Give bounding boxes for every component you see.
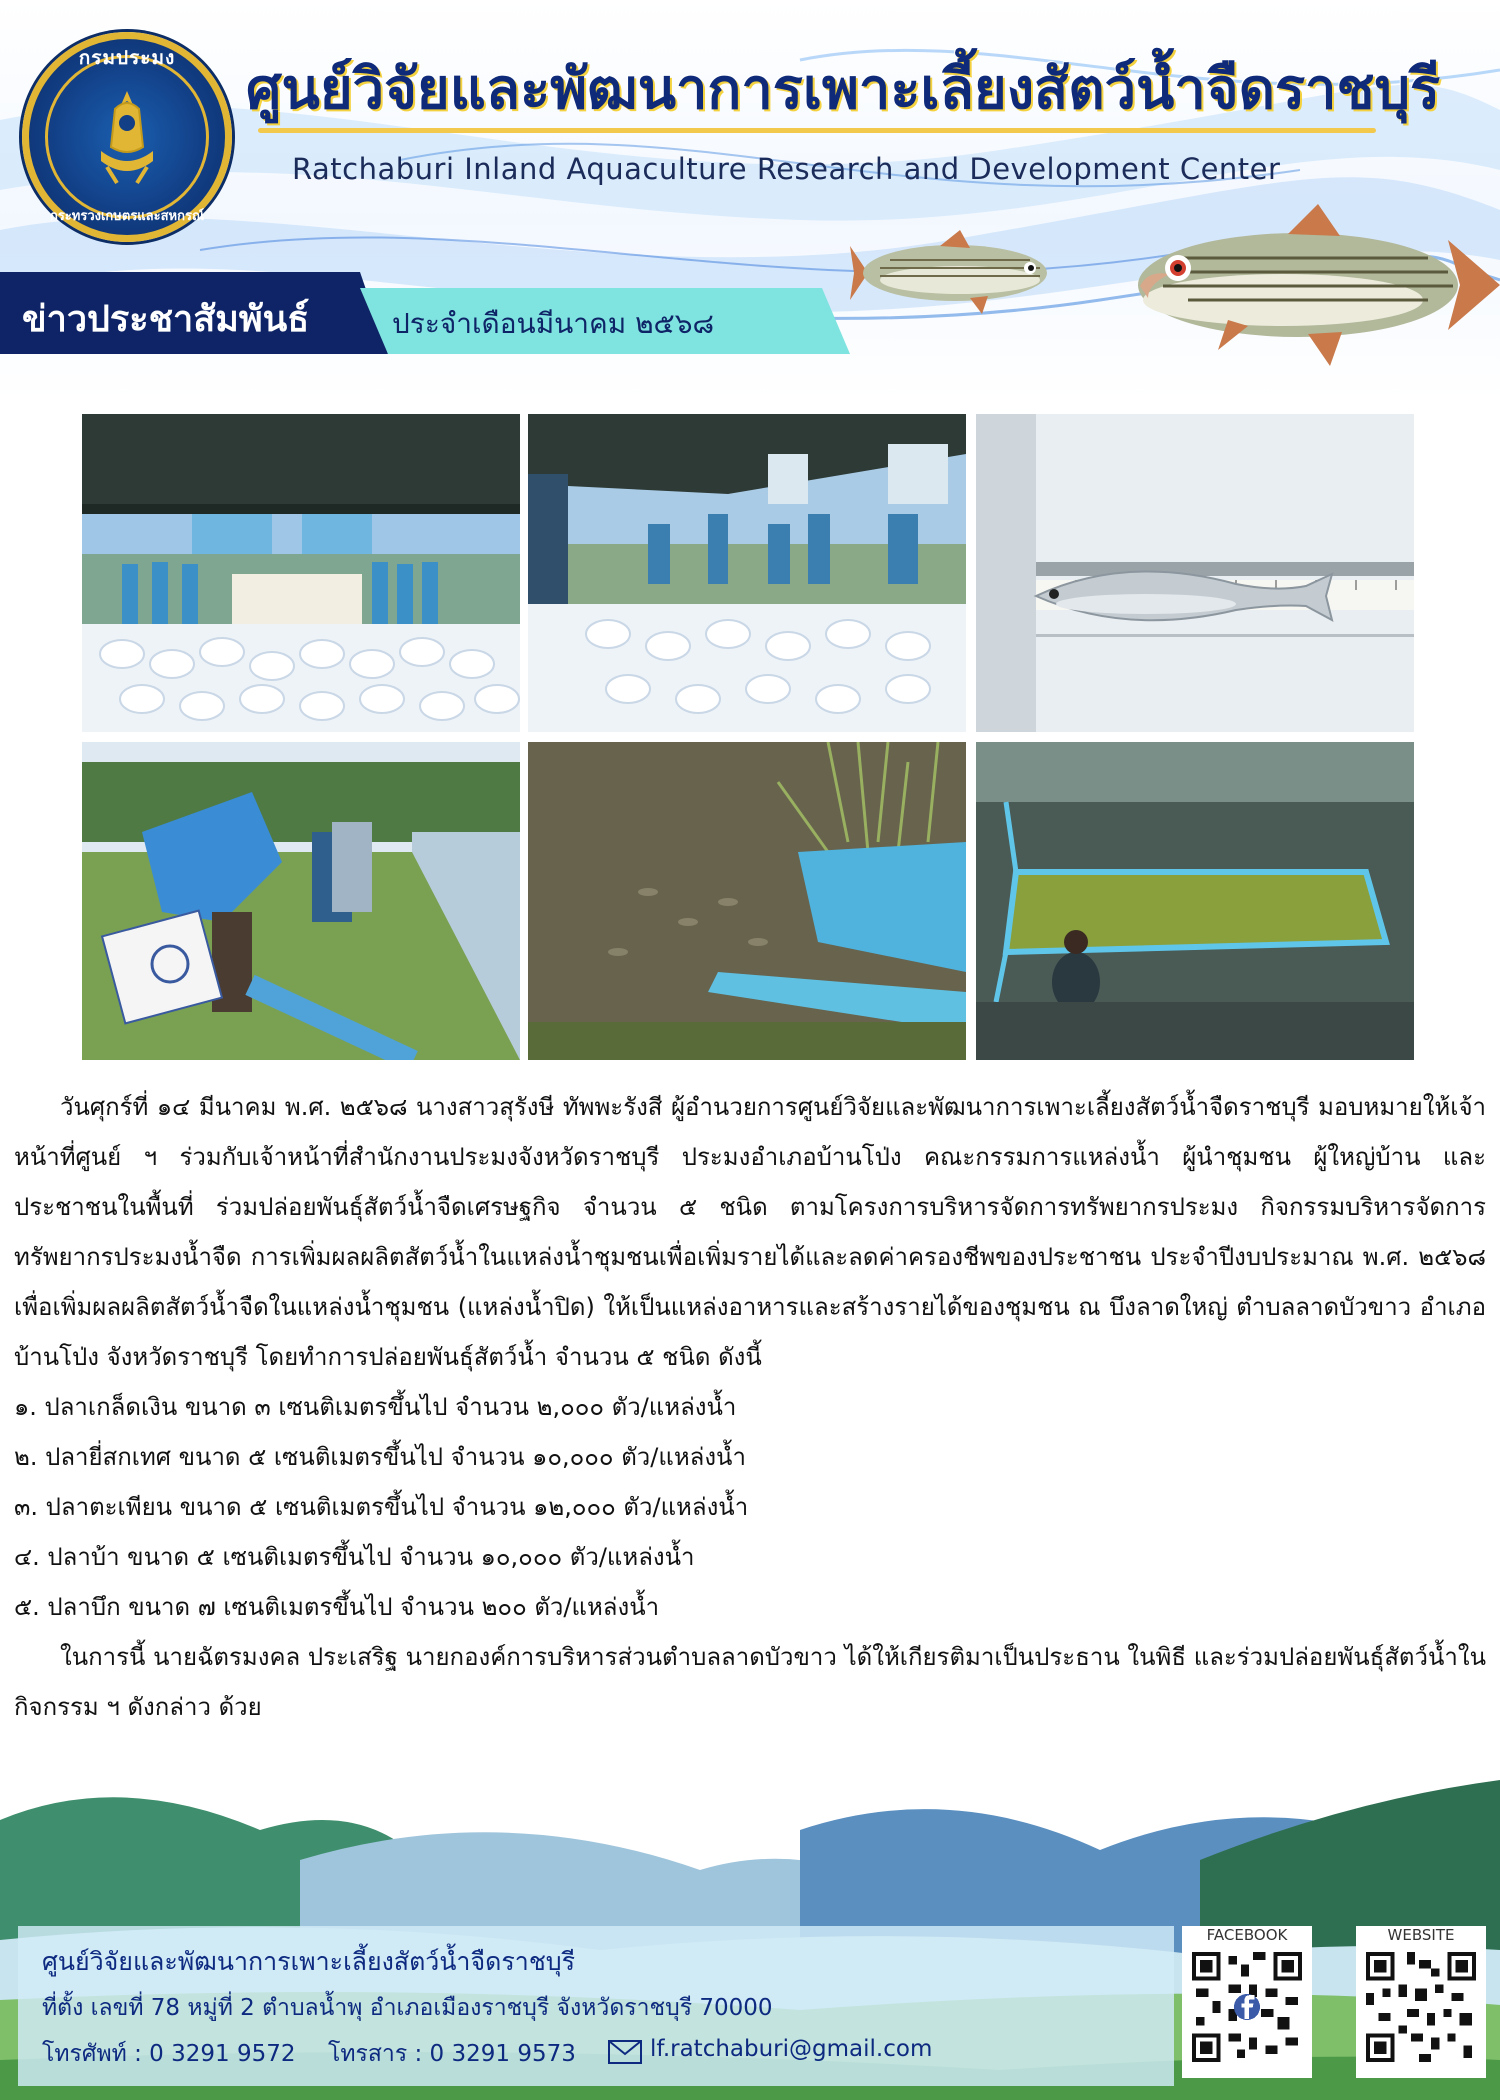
fish-list-item: ๓. ปลาตะเพียน ขนาด ๕ เซนติเมตรขึ้นไป จำนวน ๑๒,๐๐๐ ตัว/แหล่งน้ำ bbox=[14, 1493, 749, 1521]
emblem-icon bbox=[87, 87, 167, 187]
footer-email[interactable]: lf.ratchaburi@gmail.com bbox=[650, 2036, 933, 2062]
fish-list-item: ๑. ปลาเกล็ดเงิน ขนาด ๓ เซนติเมตรขึ้นไป จำนวน ๒,๐๐๐ ตัว/แหล่งน้ำ bbox=[14, 1393, 737, 1421]
footer-fax: โทรสาร : 0 3291 9573 bbox=[328, 2041, 576, 2067]
department-logo bbox=[22, 32, 232, 242]
photo-staff-sorting-bags bbox=[528, 414, 966, 732]
month-label: ประจำเดือนมีนาคม ๒๕๖๘ bbox=[392, 307, 715, 340]
footer-phone: โทรศัพท์ : 0 3291 9572 bbox=[42, 2041, 296, 2067]
photo-releasing-fish-pipe bbox=[82, 742, 520, 1060]
photo-pond-net-cage bbox=[976, 742, 1414, 1060]
facebook-qr-code-icon[interactable] bbox=[1188, 1948, 1306, 2066]
header bbox=[0, 0, 1500, 400]
title-underline bbox=[258, 128, 1376, 133]
website-qr-code-icon[interactable] bbox=[1362, 1948, 1480, 2066]
website-qr-block[interactable] bbox=[1356, 1926, 1486, 2078]
fish-list-item: ๕. ปลาบึก ขนาด ๗ เซนติเมตรขึ้นไป จำนวน ๒๐๐ ตัว/แหล่งน้ำ bbox=[14, 1593, 660, 1621]
photo-group-with-fish-bags bbox=[82, 414, 520, 732]
small-fish-illustration bbox=[850, 228, 1060, 318]
center-title-english: Ratchaburi Inland Aquaculture Research and Development Center bbox=[292, 152, 1281, 186]
article-paragraph-2: ในการนี้ นายฉัตรมงคล ประเสริฐ นายกองค์การบริหารส่วนตำบลลาดบัวขาว ได้ให้เกียรติมาเป็นประธาน ในพิธี และร่วมปล่อยพันธุ์สัตว์น้ำในกิจกรรม ฯ ดังกล่าว ด้วย bbox=[14, 1643, 1486, 1721]
logo-bottom-text: กระทรวงเกษตรและสหกรณ์ bbox=[49, 209, 205, 224]
footer-address: ที่ตั้ง เลขที่ 78 หมู่ที่ 2 ตำบลน้ำพุ อำเภอเมืองราชบุรี จังหวัดราชบุรี 70000 bbox=[42, 1995, 773, 2021]
facebook-qr-block[interactable] bbox=[1182, 1926, 1312, 2078]
center-title-thai: ศูนย์วิจัยและพัฒนาการเพาะเลี้ยงสัตว์น้ำจืดราชบุรี bbox=[246, 57, 1441, 122]
pr-label: ข่าวประชาสัมพันธ์ bbox=[22, 299, 310, 340]
large-fish-illustration bbox=[1108, 200, 1500, 370]
facebook-label: FACEBOOK bbox=[1206, 1926, 1288, 1944]
footer-org-name: ศูนย์วิจัยและพัฒนาการเพาะเลี้ยงสัตว์น้ำจืดราชบุรี bbox=[42, 1947, 576, 1976]
article-body bbox=[14, 1082, 1486, 1732]
fish-list-item: ๒. ปลายี่สกเทศ ขนาด ๕ เซนติเมตรขึ้นไป จำนวน ๑๐,๐๐๐ ตัว/แหล่งน้ำ bbox=[14, 1443, 746, 1471]
fish-list-item: ๔. ปลาบ้า ขนาด ๕ เซนติเมตรขึ้นไป จำนวน ๑๐,๐๐๐ ตัว/แหล่งน้ำ bbox=[14, 1543, 695, 1571]
email-icon bbox=[608, 2040, 642, 2064]
website-label: WEBSITE bbox=[1387, 1926, 1455, 1944]
photo-fish-flowing-water bbox=[528, 742, 966, 1060]
photo-fish-on-ruler bbox=[976, 414, 1414, 732]
article-paragraph-1: วันศุกร์ที่ ๑๔ มีนาคม พ.ศ. ๒๕๖๘ นางสาวสุรังษี ทัพพะรังสี ผู้อำนวยการศูนย์วิจัยและพัฒนาการเพาะเลี้ยงสัตว์น้ำจืดราชบุรี มอบหมายให้เจ้าหน้าที่ศูนย์ ฯ ร่วมกับเจ้าหน้าที่สำนักงานประมงจังหวัดราชบุรี ประมงอำเภอบ้านโป่ง คณะกรรมการแหล่งน้ำ ผู้นำชุมชน ผู้ใหญ่บ้าน และประชาชนในพื้นที่ ร่วมปล่อยพันธุ์สัตว์น้ำจืดเศรษฐกิจ จำนวน ๕ ชนิด ตามโครงการบริหารจัดการทรัพยากรประมง กิจกรรมบริหารจัดการทรัพยากรประมงน้ำจืด การเพิ่มผลผลิตสัตว์น้ำในแหล่งน้ำชุมชนเพื่อเพิ่มรายได้และลดค่าครองชีพของประชาชน ประจำปีงบประมาณ พ.ศ. ๒๕๖๘ เพื่อเพิ่มผลผลิตสัตว์น้ำจืดในแหล่งน้ำชุมชน (แหล่งน้ำปิด) ให้เป็นแหล่งอาหารและสร้างรายได้ของชุมชน ณ บึงลาดใหญ่ ตำบลลาดบัวขาว อำเภอบ้านโป่ง จังหวัดราชบุรี โดยทำการปล่อยพันธุ์สัตว์น้ำ จำนวน ๕ ชนิด ดังนี้ bbox=[14, 1093, 1486, 1371]
logo-top-text: กรมประมง bbox=[78, 47, 176, 69]
